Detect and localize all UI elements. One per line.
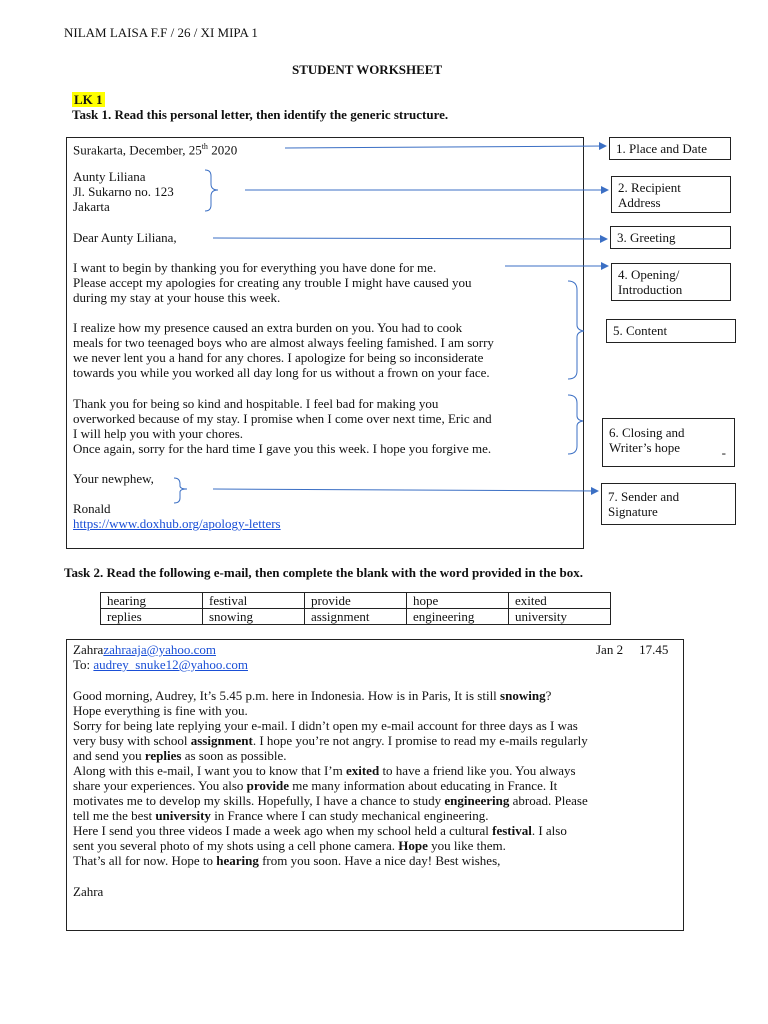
email-from: Zahrazahraaja@yahoo.com	[73, 642, 216, 657]
email-body-line: Along with this e-mail, I want you to know that I’m exited to have a friend like you. You always	[73, 763, 576, 778]
word-box	[100, 592, 611, 625]
label-greeting: 3. Greeting	[610, 226, 731, 249]
closing-line: overworked because of my stay. I promise when I come over next time, Eric and	[73, 411, 492, 426]
email-date: Jan 2 17.45	[596, 642, 669, 657]
word-row	[101, 593, 611, 609]
email-body-line: and send you replies as soon as possible.	[73, 748, 287, 763]
opening-line: I want to begin by thanking you for everything you have done for me.	[73, 260, 437, 275]
email-body-line: share your experiences. You also provide me many information about educating in France. It	[73, 778, 558, 793]
arrow-place-date	[285, 146, 606, 148]
opening-line: Please accept my apologies for creating any trouble I might have caused you	[73, 275, 472, 290]
bracket-recipient	[205, 170, 218, 211]
worksheet-title: STUDENT WORKSHEET	[292, 62, 443, 77]
email-signature: Zahra	[73, 884, 104, 899]
closing-line: I will help you with your chores.	[73, 426, 244, 441]
word-cell: hearing	[101, 593, 203, 609]
label-sender-signature: 7. Sender and Signature	[601, 483, 736, 525]
email-body-line: Good morning, Audrey, It’s 5.45 p.m. here in Indonesia. How is in Paris, It is still snowing?	[73, 688, 552, 703]
word-row	[101, 609, 611, 625]
recipient-name: Aunty Liliana	[73, 169, 146, 184]
label-opening: 4. Opening/ Introduction	[611, 263, 731, 301]
email-body-line: tell me the best university in France where I can study mechanical engineering.	[73, 808, 489, 823]
content-line: meals for two teenaged boys who are almost always feeling famished. I am sorry	[73, 335, 494, 350]
email-body-line: motivates me to develop my skills. Hopefully, I have a chance to study engineering abroad. Please	[73, 793, 588, 808]
email-body-line: That’s all for now. Hope to hearing from you soon. Have a nice day! Best wishes,	[73, 853, 501, 868]
word-cell: assignment	[305, 609, 407, 625]
recipient-street: Jl. Sukarno no. 123	[73, 184, 174, 199]
lk-badge: LK 1	[74, 92, 103, 107]
word-cell: exited	[509, 593, 611, 609]
email-body-line: Sorry for being late replying your e-mail. I didn’t open my e-mail account for three days as I was	[73, 718, 578, 733]
email-body-line: very busy with school assignment. I hope you’re not angry. I promise to read my e-mails regularly	[73, 733, 588, 748]
email-body-line: Hope everything is fine with you.	[73, 703, 248, 718]
letter-greeting: Dear Aunty Liliana,	[73, 230, 177, 245]
email-to: To: audrey_snuke12@yahoo.com	[73, 657, 248, 672]
closing-line: Thank you for being so kind and hospitable. I feel bad for making you	[73, 396, 439, 411]
word-cell: provide	[305, 593, 407, 609]
from-email-link[interactable]: zahraaja@yahoo.com	[103, 642, 216, 657]
letter-date: Surakarta, December, 25th 2020	[73, 142, 238, 158]
bracket-content	[568, 281, 584, 379]
word-cell: snowing	[203, 609, 305, 625]
content-line: I realize how my presence caused an extra burden on you. You had to cook	[73, 320, 463, 335]
word-cell: university	[509, 609, 611, 625]
closing-line: Once again, sorry for the hard time I gave you this week. I hope you forgive me.	[73, 441, 492, 456]
label-content: 5. Content	[606, 319, 736, 343]
label-closing-hope: 6. Closing and Writer’s hope -	[602, 418, 735, 467]
word-cell: hope	[407, 593, 509, 609]
to-email-link[interactable]: audrey_snuke12@yahoo.com	[93, 657, 248, 672]
word-cell: engineering	[407, 609, 509, 625]
recipient-city: Jakarta	[73, 199, 110, 214]
content-line: we never lent you a hand for any chores. I apologize for being so inconsiderate	[73, 350, 484, 365]
email-body-line: Here I send you three videos I made a week ago when my school held a cultural festival. I also	[73, 823, 567, 838]
letter-signature: Ronald	[73, 501, 111, 516]
label-place-date: 1. Place and Date	[609, 137, 731, 160]
arrow-sender	[213, 489, 598, 491]
opening-line: during my stay at your house this week.	[73, 290, 281, 305]
student-name-header: NILAM LAISA F.F / 26 / XI MIPA 1	[64, 25, 258, 40]
bracket-closing	[568, 395, 583, 454]
arrow-greeting	[213, 238, 607, 239]
task1-instruction: Task 1. Read this personal letter, then identify the generic structure.	[72, 107, 449, 122]
task2-instruction: Task 2. Read the following e-mail, then complete the blank with the word provided in the box.	[64, 565, 583, 580]
email-body-line: sent you several photo of my shots using a cell phone camera. Hope you like them.	[73, 838, 506, 853]
source-link[interactable]: https://www.doxhub.org/apology-letters	[73, 516, 281, 531]
letter-closing: Your newphew,	[73, 471, 154, 486]
word-cell: festival	[203, 593, 305, 609]
bracket-sender	[174, 478, 187, 503]
word-cell: replies	[101, 609, 203, 625]
label-recipient-address: 2. Recipient Address	[611, 176, 731, 213]
content-line: towards you while you worked all day long for us without a frown on your face.	[73, 365, 490, 380]
